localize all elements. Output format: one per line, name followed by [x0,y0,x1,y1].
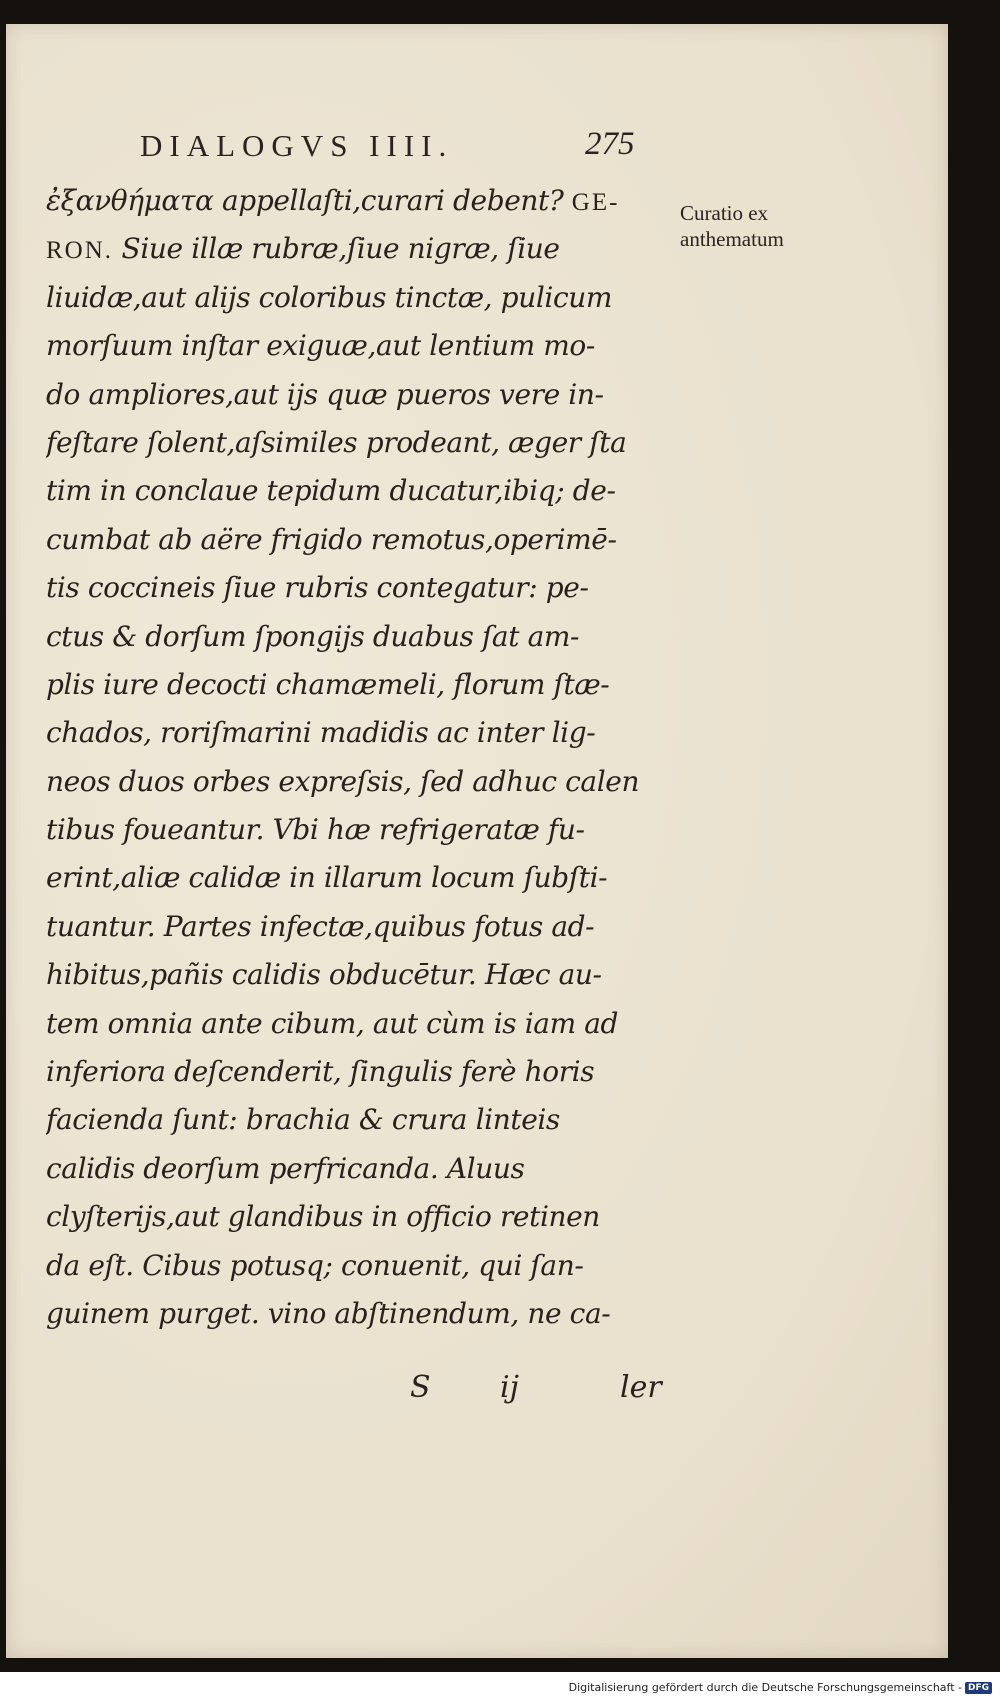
signature-number: ij [500,1370,519,1405]
text-line [46,467,676,515]
text-run: ctus & dorſum ſpongijs duabus ſat am- [46,619,580,653]
text-line [46,903,676,951]
text-run: da eſt. Cibus potusq; conuenit, qui ſan- [46,1248,584,1282]
text-run: cumbat ab aëre frigido remotus,operimē- [46,522,617,556]
text-line [46,516,676,564]
dfg-logo: DFG [965,1682,992,1694]
text-line [46,1000,676,1048]
text-line [46,371,676,419]
footer-credit: Digitalisierung gefördert durch die Deutsche Forschungsgemeinschaft - [568,1681,962,1694]
text-line [46,661,676,709]
text-run: feſtare ſolent,aſsimiles prodeant, æger ſta [46,425,627,459]
running-head-title: DIALOGVS IIII. [140,128,454,163]
text-run: inferiora deſcenderit, ſingulis ferè horis [46,1055,595,1089]
text-line [46,1290,676,1338]
text-run: liuidæ,aut alijs coloribus tinctæ, pulicum [46,280,613,314]
text-run: plis iure decocti chamæmeli, florum ſtæ- [46,667,610,701]
marginal-note-line: Curatio ex [680,201,769,225]
text-run: clyſterijs,aut glandibus in officio retinen [46,1200,600,1234]
text-run: tim in conclaue tepidum ducatur,ibiq; de- [46,474,616,508]
text-run: hibitus,pañis calidis obducētur. Hæc au- [46,958,602,992]
text-line [46,1193,676,1241]
text-line [46,854,676,902]
text-line [46,225,676,273]
text-line [46,951,676,999]
body-text [46,177,676,1338]
text-run: guinem purget. vino abſtinendum, ne ca- [46,1296,611,1330]
text-line [46,613,676,661]
marginal-note [680,200,840,252]
text-line [46,1048,676,1096]
catchline [0,1370,1000,1418]
running-head [140,128,660,168]
text-line [46,1145,676,1193]
text-run: tibus foueantur. Vbi hæ refrigeratæ fu- [46,813,585,847]
text-line [46,177,676,225]
page-number: 275 [585,126,635,162]
text-run: morſuum inſtar exiguæ,aut lentium mo- [46,329,595,363]
text-run: chados, roriſmarini madidis ac inter lig- [46,716,596,750]
text-line [46,709,676,757]
text-run: calidis deorſum perfricanda. Aluus [46,1151,525,1185]
text-line [46,274,676,322]
text-run: ἐξανθήματα appellaſti,curari debent? [46,184,564,217]
text-line [46,419,676,467]
text-run: tem omnia ante cibum, aut cùm is iam ad [46,1006,619,1040]
text-run: tis coccineis ſiue rubris contegatur: pe- [46,571,589,605]
text-run: facienda ſunt: brachia & crura linteis [46,1103,560,1137]
catchword: ler [620,1370,662,1405]
speaker-label: GE- [563,189,620,216]
text-run: do ampliores,aut ijs quæ pueros vere in- [46,377,604,411]
text-line [46,1242,676,1290]
text-run: Siue illæ rubræ,ſiue nigræ, ſiue [113,232,560,266]
marginal-note-line: anthematum [680,227,784,251]
text-line [46,322,676,370]
text-run: erint,aliæ calidæ in illarum locum ſubſti- [46,861,608,895]
text-line [46,564,676,612]
speaker-label: RON. [46,237,114,265]
digitization-footer [569,1681,992,1694]
signature-letter: S [410,1370,431,1405]
text-line [46,758,676,806]
text-line [46,806,676,854]
text-run: tuantur. Partes infectæ,quibus fotus ad- [46,909,595,943]
text-run: neos duos orbes expreſsis, ſed adhuc calen [46,764,640,798]
text-line [46,1096,676,1144]
